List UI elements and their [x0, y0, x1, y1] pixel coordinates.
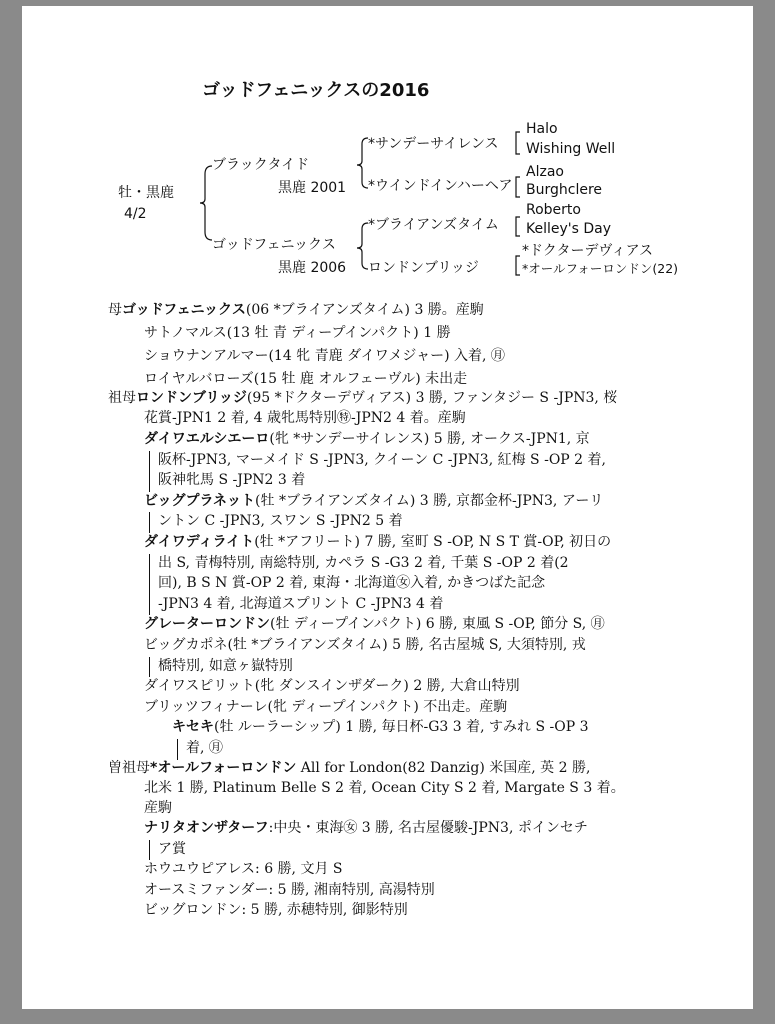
horse-name: ダイワスピリット — [144, 678, 255, 695]
horse-name: ナリタオンザターフ — [144, 820, 269, 836]
ggdam-progeny-entry: オースミファンダー: 5 勝, 湘南特別, 高湯特別 — [144, 881, 435, 898]
third-gen-ancestor: Wishing Well — [526, 141, 616, 157]
ggdam-progeny-entry: ホウユウピアレス: 6 勝, 文月 S — [144, 861, 343, 878]
sire-name: ブラックタイド — [212, 157, 310, 173]
dam-progeny-entry: サトノマルス(13 牡 青 ディープインパクト) 1 勝 — [144, 325, 451, 341]
foal-birthdate: 4/2 — [124, 206, 147, 222]
indent-rule — [149, 657, 150, 678]
granddam-progeny-entry-cont: -JPN3 4 着, 北海道スプリント C -JPN3 4 着 — [158, 595, 444, 612]
sire-detail: 黒鹿 2001 — [278, 180, 347, 196]
third-gen-ancestor: Burghclere — [526, 182, 603, 198]
granddam-progeny-entry: ビッグプラネット(牡 *ブライアンズタイム) 3 勝, 京都金杯-JPN3, アーリ — [144, 492, 604, 509]
ggdam-heading-cont: 産駒 — [144, 800, 172, 816]
indent-rule — [149, 554, 150, 616]
ggdam-heading-name: *オールフォーロンドン — [150, 760, 297, 776]
dam-heading-name: ゴッドフェニックス — [122, 302, 246, 318]
granddam-progeny-entry: ブリッツフィナーレ(牝 ディープインパクト) 不出走。産駒 — [144, 698, 508, 715]
granddam-progeny-entry: ダイワディライト(牡 *アフリート) 7 勝, 室町 S -OP, N S T 賞-OP, 初日の — [144, 534, 612, 550]
indent-rule — [149, 451, 150, 492]
ggdam-heading: 曽祖母*オールフォーロンドン All for London(82 Danzig) 米国産, 英 2 勝, — [108, 760, 591, 776]
granddam-progeny-entry: ダイワスピリット(牝 ダンスインザダーク) 2 勝, 大倉山特別 — [144, 678, 520, 695]
horse-name: ビッグロンドン — [144, 902, 242, 919]
granddam-progeny-entry: ダイワエルシエーロ(牝 *サンデーサイレンス) 5 勝, オークス-JPN1, 京 — [144, 431, 590, 447]
horse-name: ホウユウピアレス — [144, 861, 256, 878]
granddam-progeny-entry: ビッグカポネ(牡 *ブライアンズタイム) 5 勝, 名古屋城 S, 大須特別, 戎 — [144, 637, 586, 653]
horse-name: ダイワディライト — [144, 534, 255, 550]
granddam-progeny-entry-cont: 出 S, 青梅特別, 南総特別, カペラ S -G3 2 着, 千葉 S -OP 2 着(2 — [158, 554, 569, 571]
granddam-progeny-entry-cont: ントン C -JPN3, スワン S -JPN2 5 着 — [158, 513, 403, 530]
ggdam-progeny-entry: ナリタオンザターフ:中央・東海㊛ 3 勝, 名古屋優駿-JPN3, ポインセチ — [144, 820, 588, 836]
third-gen-ancestor: Halo — [526, 121, 558, 137]
granddam-progeny-entry-cont: 阪神牝馬 S -JPN2 3 着 — [158, 472, 306, 489]
dam-sire: *ブライアンズタイム — [368, 217, 499, 233]
kiseki-entry-cont: 着, ㊊ — [186, 740, 223, 756]
granddam-progeny-entry-cont: 阪杯-JPN3, マーメイド S -JPN3, クイーン C -JPN3, 紅梅 S -OP 2 着, — [158, 451, 606, 468]
dam-heading: 母ゴッドフェニックス(06 *ブライアンズタイム) 3 勝。産駒 — [108, 302, 484, 318]
third-gen-ancestor: Roberto — [526, 202, 581, 218]
granddam-progeny-entry-cont: 橋特別, 如意ヶ嶽特別 — [158, 657, 293, 674]
sire-dam: *ウインドインハーヘア — [368, 178, 513, 194]
indent-rule — [149, 512, 150, 533]
ggdam-heading-cont: 北米 1 勝, Platinum Belle S 2 着, Ocean City S 2 着, Margate S 3 着。 — [144, 780, 625, 796]
sire-sire: *サンデーサイレンス — [368, 136, 499, 152]
horse-name: ビッグプラネット — [144, 492, 256, 509]
page-title: ゴッドフェニックスの2016 — [202, 80, 430, 101]
indent-rule — [149, 840, 150, 861]
third-gen-ancestor: *オールフォーロンドン(22) — [522, 261, 679, 276]
ggdam-progeny-entry-cont: ア賞 — [158, 840, 186, 857]
granddam-heading-name: ロンドンブリッジ — [136, 390, 247, 406]
horse-name: ダイワエルシエーロ — [144, 431, 270, 447]
granddam-heading-cont: 花賞-JPN1 2 着, 4 歳牝馬特別㊕-JPN2 4 着。産駒 — [144, 410, 466, 426]
dam-progeny-entry: ロイヤルバローズ(15 牡 鹿 オルフェーヴル) 未出走 — [144, 371, 468, 387]
kiseki-entry: キセキ(牡 ルーラーシップ) 1 勝, 毎日杯-G3 3 着, すみれ S -OP 3 — [172, 719, 589, 736]
granddam-progeny-entry: グレーターロンドン(牡 ディープインパクト) 6 勝, 東風 S -OP, 節分 S, ㊊ — [144, 616, 605, 633]
document-page — [22, 6, 753, 1009]
dam-detail: 黒鹿 2006 — [278, 260, 347, 276]
dam-name: ゴッドフェニックス — [212, 237, 336, 253]
indent-rule — [177, 739, 178, 760]
horse-name: グレーターロンドン — [144, 616, 270, 633]
third-gen-ancestor: Alzao — [526, 164, 564, 180]
dam-dam: ロンドンブリッジ — [368, 260, 479, 276]
third-gen-ancestor: Kelley's Day — [526, 221, 612, 237]
granddam-progeny-entry-cont: 回), B S N 賞-OP 2 着, 東海・北海道㊛入着, かきつばた記念 — [158, 575, 546, 592]
horse-name: ブリッツフィナーレ — [144, 698, 268, 715]
horse-name: キセキ — [172, 719, 214, 736]
ggdam-progeny-entry: ビッグロンドン: 5 勝, 赤穂特別, 御影特別 — [144, 902, 408, 919]
granddam-heading: 祖母ロンドンブリッジ(95 *ドクターデヴィアス) 3 勝, ファンタジー S -JPN3, 桜 — [108, 390, 618, 406]
horse-name: ビッグカポネ — [144, 637, 228, 653]
foal-sex-color: 牡・黒鹿 — [118, 185, 174, 201]
third-gen-ancestor: *ドクターデヴィアス — [522, 243, 654, 259]
horse-name: オースミファンダー — [144, 881, 269, 898]
dam-progeny-entry: ショウナンアルマー(14 牝 青鹿 ダイワメジャー) 入着, ㊊ — [144, 348, 505, 364]
